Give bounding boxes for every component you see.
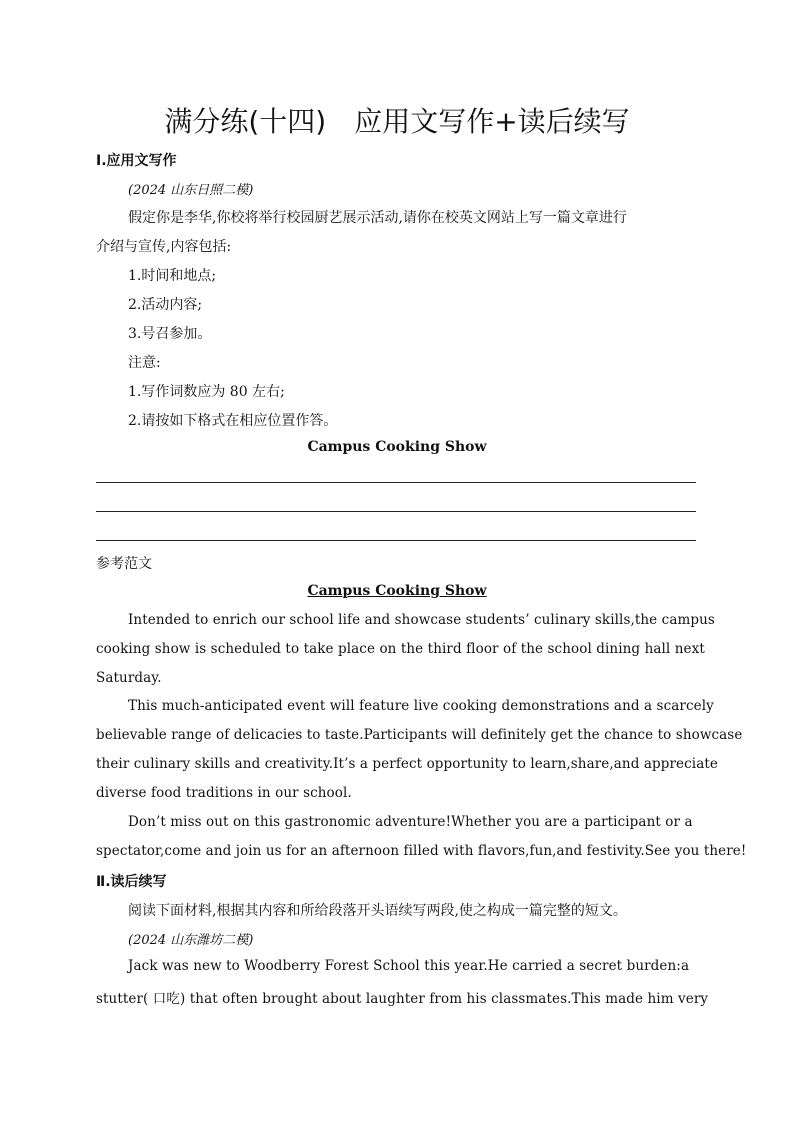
essay-line: Don’t miss out on this gastronomic adventure!Whether you are a participant or a	[128, 814, 693, 830]
essay-line: Intended to enrich our school life and showcase students’ culinary skills,the campus	[128, 612, 715, 628]
section1-source: (2024 山东日照二模)	[128, 183, 254, 198]
section2-source: (2024 山东潍坊二模)	[128, 933, 254, 948]
answer-line	[96, 540, 696, 541]
essay-line: diverse food traditions in our school.	[96, 785, 352, 801]
section1-heading: Ⅰ.应用文写作	[96, 153, 177, 169]
essay-line: spectator,come and join us for an afternoon filled with flavors,fun,and festivity.See you there!	[96, 843, 747, 859]
prompt-line-2: 介绍与宣传,内容包括:	[96, 239, 232, 255]
note-2: 2.请按如下格式在相应位置作答。	[128, 413, 338, 429]
section2-prompt: 阅读下面材料,根据其内容和所给段落开头语续写两段,使之构成一篇完整的短文。	[128, 903, 627, 919]
point-2: 2.活动内容;	[128, 297, 203, 313]
essay-line: This much-anticipated event will feature live cooking demonstrations and a scarcely	[128, 698, 714, 714]
essay-line: their culinary skills and creativity.It’s a perfect opportunity to learn,share,and appreciate	[96, 756, 718, 772]
title-sub: 应用文写作+读后续写	[354, 105, 630, 138]
point-3: 3.号召参加。	[128, 326, 212, 342]
model-label: 参考范文	[96, 556, 152, 572]
answer-line	[96, 511, 696, 512]
passage-line: Jack was new to Woodberry Forest School this year.He carried a secret burden:a	[128, 958, 690, 974]
essay-line: Saturday.	[96, 670, 162, 686]
note-1: 1.写作词数应为 80 左右;	[128, 384, 285, 400]
title-main: 满分练(十四)	[164, 105, 327, 138]
answer-line	[96, 482, 696, 483]
page-title	[0, 100, 794, 140]
model-title: Campus Cooking Show	[307, 583, 487, 599]
essay-line: believable range of delicacies to taste.Participants will definitely get the chance to showcase	[96, 727, 743, 743]
prompt-line-1: 假定你是李华,你校将举行校园厨艺展示活动,请你在校英文网站上写一篇文章进行	[128, 210, 627, 226]
section2-heading: Ⅱ.读后续写	[96, 874, 167, 890]
point-1: 1.时间和地点;	[128, 268, 217, 284]
note-label: 注意:	[128, 355, 161, 371]
essay-line: cooking show is scheduled to take place on the third floor of the school dining hall next	[96, 641, 705, 657]
passage-line: stutter( 口吃) that often brought about laughter from his classmates.This made him very	[96, 991, 709, 1007]
answer-title: Campus Cooking Show	[307, 439, 487, 455]
